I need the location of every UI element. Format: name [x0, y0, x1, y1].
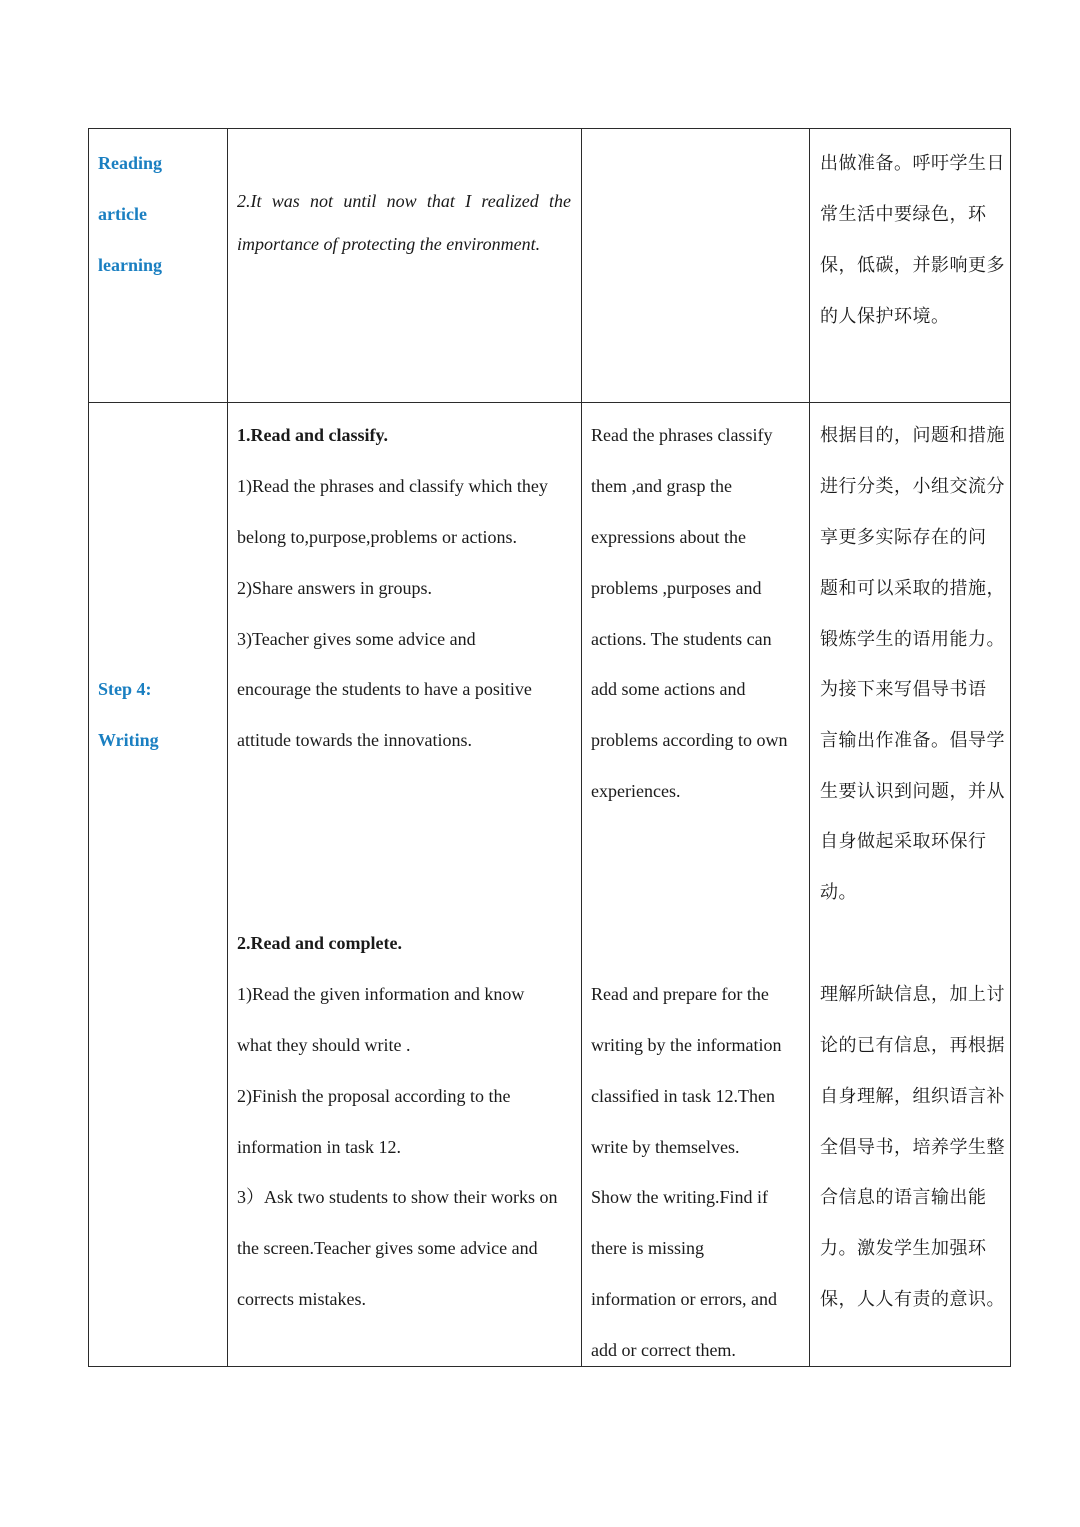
task1-heading: 1.Read and classify.	[237, 425, 389, 445]
purpose-line: 题和可以采取的措施，	[820, 578, 1005, 599]
activity-line: 1)Read the phrases and classify which they	[237, 476, 548, 496]
purpose-line: 合信息的语言输出能	[820, 1187, 987, 1208]
activity-line: encourage the students to have a positive	[237, 679, 532, 699]
purpose-line: 出做准备。呼吁学生日	[820, 153, 1005, 174]
student-line: Read the phrases classify	[591, 425, 773, 445]
student-line: experiences.	[591, 781, 681, 801]
activity-line: 3）Ask two students to show their works on	[237, 1187, 558, 1207]
purpose-line: 保，低碳，并影响更多	[820, 255, 1005, 276]
activity-line: the screen.Teacher gives some advice and	[237, 1238, 538, 1258]
purpose-line: 自身做起采取环保行	[820, 831, 987, 852]
student-line: actions. The students can	[591, 629, 772, 649]
purpose-line: 锻炼学生的语用能力。	[820, 629, 1005, 650]
purpose-line: 言输出作准备。倡导学	[820, 730, 1005, 751]
task2-heading: 2.Read and complete.	[237, 933, 402, 953]
purpose-line: 动。	[820, 882, 857, 903]
column-divider-3	[809, 128, 810, 1367]
purpose-line: 享更多实际存在的问	[820, 527, 987, 548]
purpose-line: 的人保护环境。	[820, 306, 950, 327]
student-line: problems according to own	[591, 730, 788, 750]
student-line: problems ,purposes and	[591, 578, 762, 598]
student-line: add some actions and	[591, 679, 746, 699]
activity-line: 3)Teacher gives some advice and	[237, 629, 476, 649]
purpose-line: 生要认识到问题，并从	[820, 781, 1005, 802]
activity-line: importance of protecting the environment.	[237, 234, 541, 254]
activity-line: 1)Read the given information and know	[237, 984, 525, 1004]
student-line: there is missing	[591, 1238, 704, 1258]
purpose-line: 自身理解，组织语言补	[820, 1086, 1005, 1107]
purpose-line: 论的已有信息，再根据	[820, 1035, 1005, 1056]
step-line: article	[98, 204, 147, 224]
step-line: learning	[98, 255, 163, 275]
purpose-line: 进行分类，小组交流分	[820, 476, 1005, 497]
activity-line: 2.It was not until now that I realized the	[237, 191, 571, 211]
purpose-line: 力。激发学生加强环	[820, 1238, 987, 1259]
step-line: Reading	[98, 153, 163, 173]
student-line: expressions about the	[591, 527, 746, 547]
step-line: Step 4:	[98, 679, 152, 699]
activity-line: corrects mistakes.	[237, 1289, 366, 1309]
student-line: writing by the information	[591, 1035, 782, 1055]
student-line: write by themselves.	[591, 1137, 740, 1157]
activity-line: 2)Share answers in groups.	[237, 578, 432, 598]
student-line: Show the writing.Find if	[591, 1187, 769, 1207]
student-line: add or correct them.	[591, 1340, 736, 1360]
row-divider	[88, 402, 1011, 403]
activity-line: belong to,purpose,problems or actions.	[237, 527, 517, 547]
column-divider-2	[581, 128, 582, 1367]
activity-line: information in task 12.	[237, 1137, 401, 1157]
purpose-line: 常生活中要绿色，环	[820, 204, 987, 225]
purpose-line: 全倡导书，培养学生整	[820, 1137, 1005, 1158]
activity-line: what they should write .	[237, 1035, 411, 1055]
student-line: classified in task 12.Then	[591, 1086, 775, 1106]
student-line: Read and prepare for the	[591, 984, 769, 1004]
purpose-line: 为接下来写倡导书语	[820, 679, 987, 700]
student-line: them ,and grasp the	[591, 476, 732, 496]
step-line: Writing	[98, 730, 159, 750]
column-divider-1	[227, 128, 228, 1367]
student-line: information or errors, and	[591, 1289, 777, 1309]
purpose-line: 理解所缺信息，加上讨	[820, 984, 1005, 1005]
activity-line: attitude towards the innovations.	[237, 730, 472, 750]
purpose-line: 保，人人有责的意识。	[820, 1289, 1005, 1310]
activity-line: 2)Finish the proposal according to the	[237, 1086, 511, 1106]
purpose-line: 根据目的，问题和措施	[820, 425, 1005, 446]
